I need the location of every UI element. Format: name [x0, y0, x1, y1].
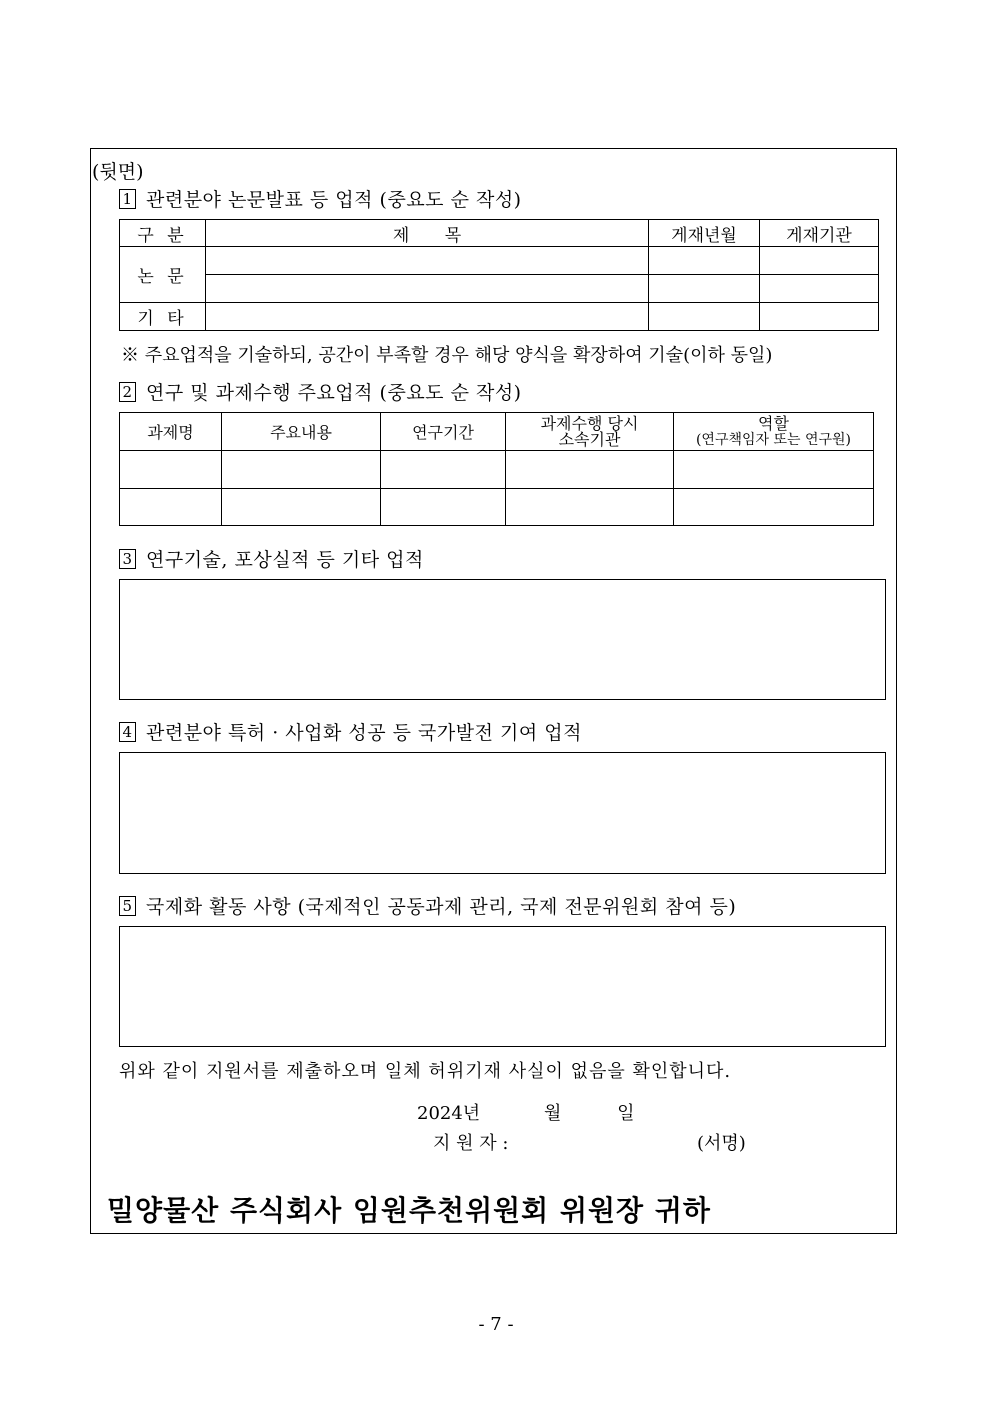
- cell-title[interactable]: [206, 303, 649, 331]
- table-row: [120, 247, 879, 275]
- cell-pub-date[interactable]: [649, 247, 760, 275]
- section4-number: 4: [119, 722, 136, 742]
- pledge-statement: 위와 같이 지원서를 제출하오며 일체 허위기재 사실이 없음을 확인합니다.: [119, 1061, 732, 1082]
- section4-input-box[interactable]: [119, 752, 886, 874]
- cell-pub-venue[interactable]: [760, 303, 879, 331]
- header-pub-date: 게재년월: [649, 220, 760, 247]
- header-title: 제 목: [206, 220, 649, 247]
- section5-number: 5: [119, 896, 136, 916]
- header-role-line2: (연구책임자 또는 연구원): [695, 431, 852, 448]
- papers-table: [119, 219, 879, 331]
- cell-pub-venue[interactable]: [760, 247, 879, 275]
- cell-project-name[interactable]: [120, 451, 222, 489]
- cell-title[interactable]: [206, 275, 649, 303]
- cell-pub-venue[interactable]: [760, 275, 879, 303]
- row-label-other: 기 타: [120, 303, 206, 331]
- cell-main-content[interactable]: [222, 489, 381, 526]
- date-year: 2024년: [417, 1103, 481, 1124]
- header-main-content: 주요내용: [222, 413, 381, 451]
- section5-title: 국제화 활동 사항 (국제적인 공동과제 관리, 국제 전문위원회 참여 등): [146, 896, 737, 918]
- header-role: [674, 413, 874, 451]
- cell-title[interactable]: [206, 247, 649, 275]
- section1-number: 1: [119, 189, 136, 209]
- section2-number: 2: [119, 382, 136, 402]
- table-row: [120, 275, 879, 303]
- papers-table-header: [120, 220, 879, 247]
- section3-input-box[interactable]: [119, 579, 886, 700]
- header-category: 구 분: [120, 220, 206, 247]
- instruction-note: ※ 주요업적을 기술하되, 공간이 부족할 경우 해당 양식을 확장하여 기술(이하 동일): [121, 345, 773, 366]
- page-number: - 7 -: [478, 1314, 514, 1335]
- signature-label: (서명): [697, 1133, 746, 1154]
- applicant-label: 지 원 자 :: [433, 1133, 509, 1154]
- cell-role[interactable]: [674, 489, 874, 526]
- cell-pub-date[interactable]: [649, 303, 760, 331]
- cell-main-content[interactable]: [222, 451, 381, 489]
- section4-title: 관련분야 특허 · 사업화 성공 등 국가발전 기여 업적: [146, 722, 582, 744]
- header-pub-venue: 게재기관: [760, 220, 879, 247]
- form-frame: [90, 148, 897, 1234]
- section1-heading: [119, 185, 522, 212]
- date-day: 일: [617, 1103, 635, 1124]
- cell-affiliation[interactable]: [506, 489, 674, 526]
- date-month: 월: [543, 1103, 562, 1124]
- header-affiliation-line1: 과제수행 당시: [540, 413, 639, 433]
- recipient: 밀양물산 주식회사 임원추천위원회 위원장 귀하: [107, 1194, 711, 1227]
- cell-pub-date[interactable]: [649, 275, 760, 303]
- header-affiliation-line2: 소속기관: [558, 429, 621, 449]
- section5-input-box[interactable]: [119, 926, 886, 1047]
- header-research-period: 연구기간: [381, 413, 506, 451]
- header-affiliation: [506, 413, 674, 451]
- header-role-line1: 역할: [758, 413, 789, 433]
- section2-heading: [119, 378, 522, 405]
- cell-research-period[interactable]: [381, 489, 506, 526]
- projects-table: [119, 412, 874, 526]
- table-row: [120, 489, 874, 526]
- cell-research-period[interactable]: [381, 451, 506, 489]
- section3-number: 3: [119, 549, 136, 569]
- section1-title: 관련분야 논문발표 등 업적 (중요도 순 작성): [146, 189, 522, 211]
- section5-heading: [119, 892, 736, 919]
- date-line: [417, 1099, 634, 1125]
- projects-table-header: [120, 413, 874, 451]
- header-project-name: 과제명: [120, 413, 222, 451]
- section3-heading: [119, 545, 424, 572]
- cell-project-name[interactable]: [120, 489, 222, 526]
- back-side-label: (뒷면): [92, 161, 144, 183]
- section3-title: 연구기술, 포상실적 등 기타 업적: [146, 549, 424, 571]
- section2-title: 연구 및 과제수행 주요업적 (중요도 순 작성): [146, 382, 522, 404]
- cell-role[interactable]: [674, 451, 874, 489]
- row-label-paper: 논 문: [120, 247, 206, 303]
- table-row: [120, 451, 874, 489]
- table-row: [120, 303, 879, 331]
- cell-affiliation[interactable]: [506, 451, 674, 489]
- section4-heading: [119, 718, 582, 745]
